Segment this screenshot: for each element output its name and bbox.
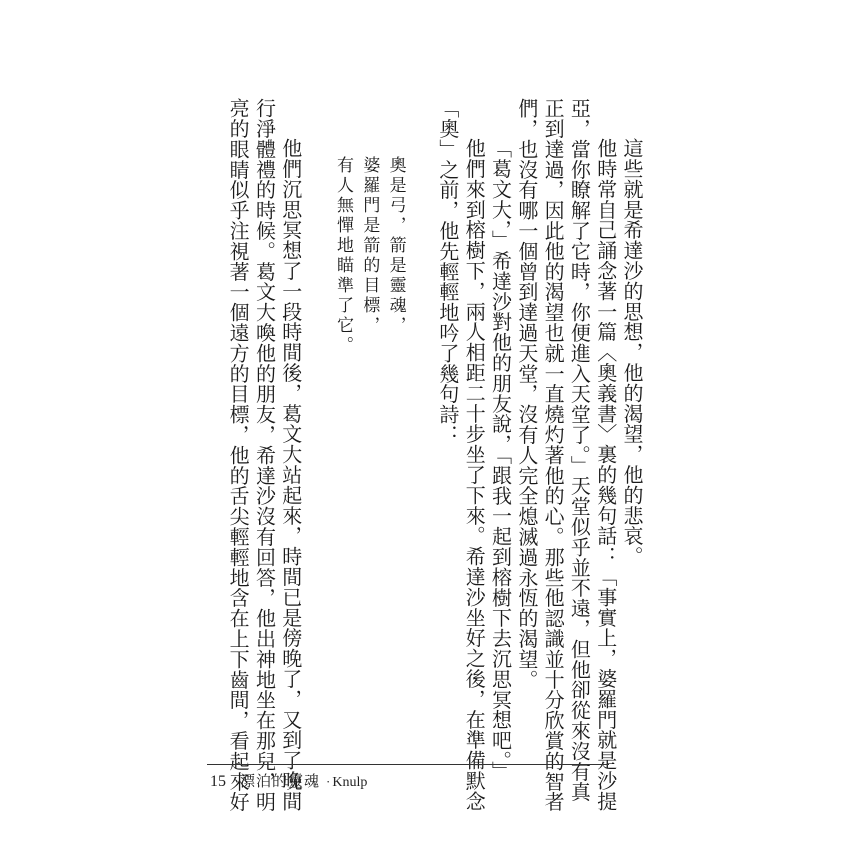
- paragraph-line: 亮的眼睛似乎注視著一個遠方的目標，他的舌尖輕輕地含在上下齒間，看起來好: [226, 98, 251, 812]
- title-separator: ·: [326, 774, 331, 789]
- paragraph-line: 亞，當你瞭解了它時，你便進入天堂了。」天堂似乎並不遠，但他卻從來沒有真: [567, 98, 592, 802]
- paragraph-line: 他們來到榕樹下，兩人相距二十步坐了下來。希達沙坐好之後，在準備默念: [462, 138, 487, 812]
- paragraph-line: 這些就是希達沙的思想，他的渴望，他的悲哀。: [620, 138, 644, 567]
- poem-line: 婆羅門是箭的目標，: [359, 155, 380, 336]
- paragraph-line: 行淨體禮的時候。葛文大喚他的朋友，希達沙沒有回答，他出神地坐在那兒，明: [252, 98, 277, 812]
- paragraph-line: 「奧」之前，他先輕輕地吟了幾句詩：: [435, 98, 460, 445]
- paragraph-line: 正到達過，因此他的渴望也就一直燒灼著他的心。那些他認識並十分欣賞的智者: [541, 98, 566, 812]
- paragraph-line: 他時常自己誦念著一篇〈奧義書〉裏的幾句話：「事實上，婆羅門就是沙提: [593, 138, 618, 812]
- paragraph-line: 「葛文大，」希達沙對他的朋友說，「跟我一起到榕樹下去沉思冥想吧。」: [488, 138, 513, 782]
- page-number: 15: [210, 773, 226, 790]
- footer-divider: [207, 764, 609, 765]
- paragraph-line: 們，也沒有哪一個曾到達過天堂，沒有人完全熄滅過永恆的渴望。: [514, 98, 539, 690]
- paragraph-line: 他們沉思冥想了一段時間後，葛文大站起來，時間已是傍晚了，又到了晚間: [278, 138, 303, 812]
- poem-line: 有人無憚地瞄準了它。: [333, 155, 354, 356]
- page-footer: [210, 770, 367, 794]
- running-subtitle: Knulp: [332, 775, 368, 790]
- poem-line: 奧是弓，箭是靈魂，: [385, 155, 406, 336]
- running-title: 漂泊的靈魂: [240, 772, 321, 790]
